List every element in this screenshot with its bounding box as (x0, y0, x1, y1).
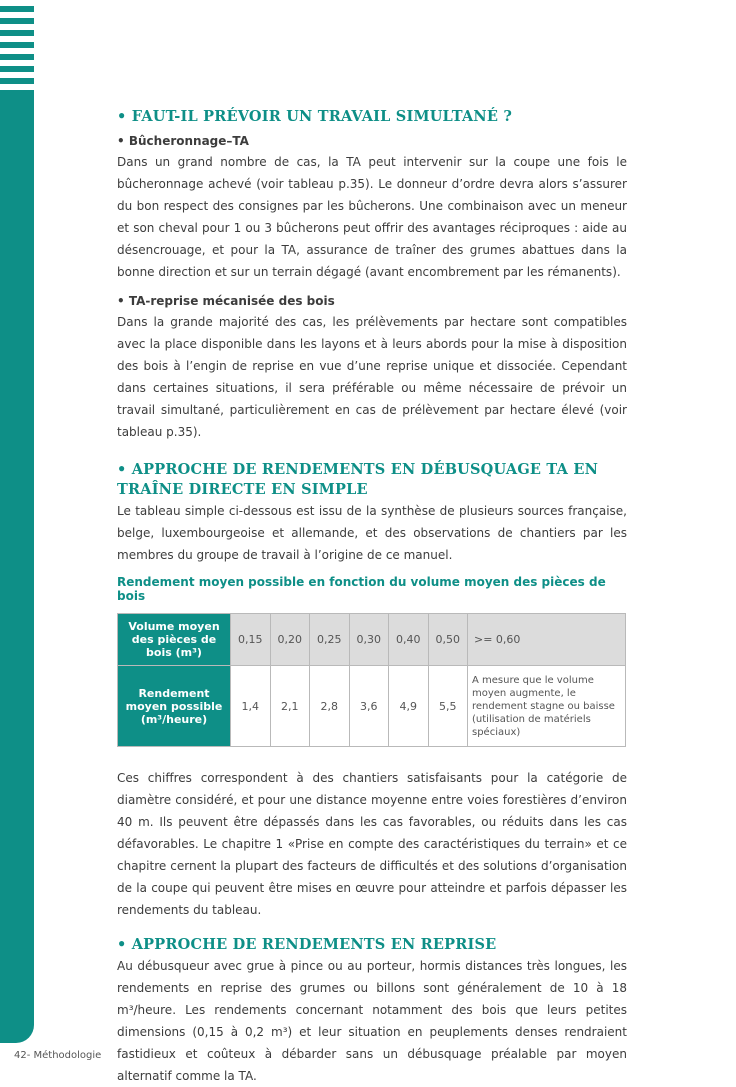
heading-rendements-reprise: • APPROCHE DE RENDEMENTS EN REPRISE (117, 936, 497, 953)
paragraph-reprise-mecanisee: Dans la grande majorité des cas, les prélèvements par hectare sont compatibles avec la place disponible dans les layons et à leurs abords pour la mise à disposition des bois à l’engin de reprise en vue d’une reprise unique et dissociée. Cependant dans certaines situations, il sera préférable ou même nécessaire de prévoir un travail simultané, particulièrement en cas de prélèvement par hectare élevé (voir tableau p.35). (117, 315, 627, 439)
paragraph-chiffres: Ces chiffres correspondent à des chantiers satisfaisants pour la catégorie de diamètre considéré, et pour une distance moyenne entre voies forestières d’environ 40 m. Ils peuvent être dépassés dans les cas favorables, ou réduits dans les cas défavorables. Le chapitre 1 «Prise en compte des caractéristiques du terrain» et ce chapitre cernent la plupart des facteurs de difficultés et des solutions d’organisation de la coupe qui peuvent être mises en œuvre pour atteindre et parfois dépasser les rendements du tableau. (117, 771, 627, 917)
table-cell: 1,4 (231, 666, 271, 747)
paragraph-reprise: Au débusqueur avec grue à pince ou au porteur, hormis distances très longues, les rendements en reprise des grumes ou billons sont généralement de 10 à 18 m³/heure. Les rendements concernant notamment des bois que leurs petites dimensions (0,15 à 0,2 m³) et leur situation en peuplements denses rendraient fastidieux et coûteux à débarder sans un débusquage préalable par moyen alternatif comme la TA. (117, 959, 627, 1083)
row-header-volume: Volume moyen des pièces de bois (m³) (118, 614, 231, 666)
heading-simultaneous-work: • FAUT-IL PRÉVOIR UN TRAVAIL SIMULTANÉ ? (117, 108, 513, 125)
paragraph-table-intro: Le tableau simple ci-dessous est issu de la synthèse de plusieurs sources française, belge, luxembourgeoise et allemande, et des observations de chantiers par les membres du groupe de travail à l’origine de ce manuel. (117, 504, 627, 562)
paragraph-bucheronnage: Dans un grand nombre de cas, la TA peut intervenir sur la coupe une fois le bûcheronnage achevé (voir tableau p.35). Le donneur d’ordre devra alors s’assurer du bon respect des consignes par les bûcherons. Une combinaison avec un meneur et son cheval pour 1 ou 3 bûcherons peut offrir des avantages réciproques : aide au désencrouage, et pour la TA, assurance de traîner des grumes abattues dans la bonne direction et sur un terrain dégagé (avant encombrement par les rémanents). (117, 155, 627, 279)
row-header-rendement: Rendement moyen possible (m³/heure) (118, 666, 231, 747)
sidebar-band (0, 0, 34, 1043)
rendement-table (117, 613, 626, 747)
page-footer: 42- Méthodologie (14, 1050, 102, 1061)
subheading-bucheronnage: • Bûcheronnage–TA (117, 134, 249, 148)
table-row-volume (118, 614, 626, 666)
table-cell: 0,40 (389, 614, 429, 666)
table-cell: 0,30 (349, 614, 389, 666)
table-cell: 0,25 (310, 614, 350, 666)
table-cell: 0,15 (231, 614, 271, 666)
table-cell: 5,5 (428, 666, 468, 747)
table-cell: 3,6 (349, 666, 389, 747)
table-note-cell: A mesure que le volume moyen augmente, le rendement stagne ou baisse (utilisation de matériels spéciaux) (468, 666, 626, 747)
heading-rendements-debusquage: • APPROCHE DE RENDEMENTS EN DÉBUSQUAGE TA EN TRAÎNE DIRECTE EN SIMPLE (117, 461, 599, 498)
table-cell: 0,20 (270, 614, 310, 666)
sidebar-stripes (0, 0, 34, 90)
table-cell: 4,9 (389, 666, 429, 747)
table-cell: 2,8 (310, 666, 350, 747)
subheading-reprise-mecanisee: • TA-reprise mécanisée des bois (117, 294, 335, 308)
table-cell: 2,1 (270, 666, 310, 747)
table-row-rendement (118, 666, 626, 747)
table-cell: >= 0,60 (468, 614, 626, 666)
page-content (117, 105, 627, 1087)
table-title: Rendement moyen possible en fonction du volume moyen des pièces de bois (117, 575, 606, 603)
table-cell: 0,50 (428, 614, 468, 666)
